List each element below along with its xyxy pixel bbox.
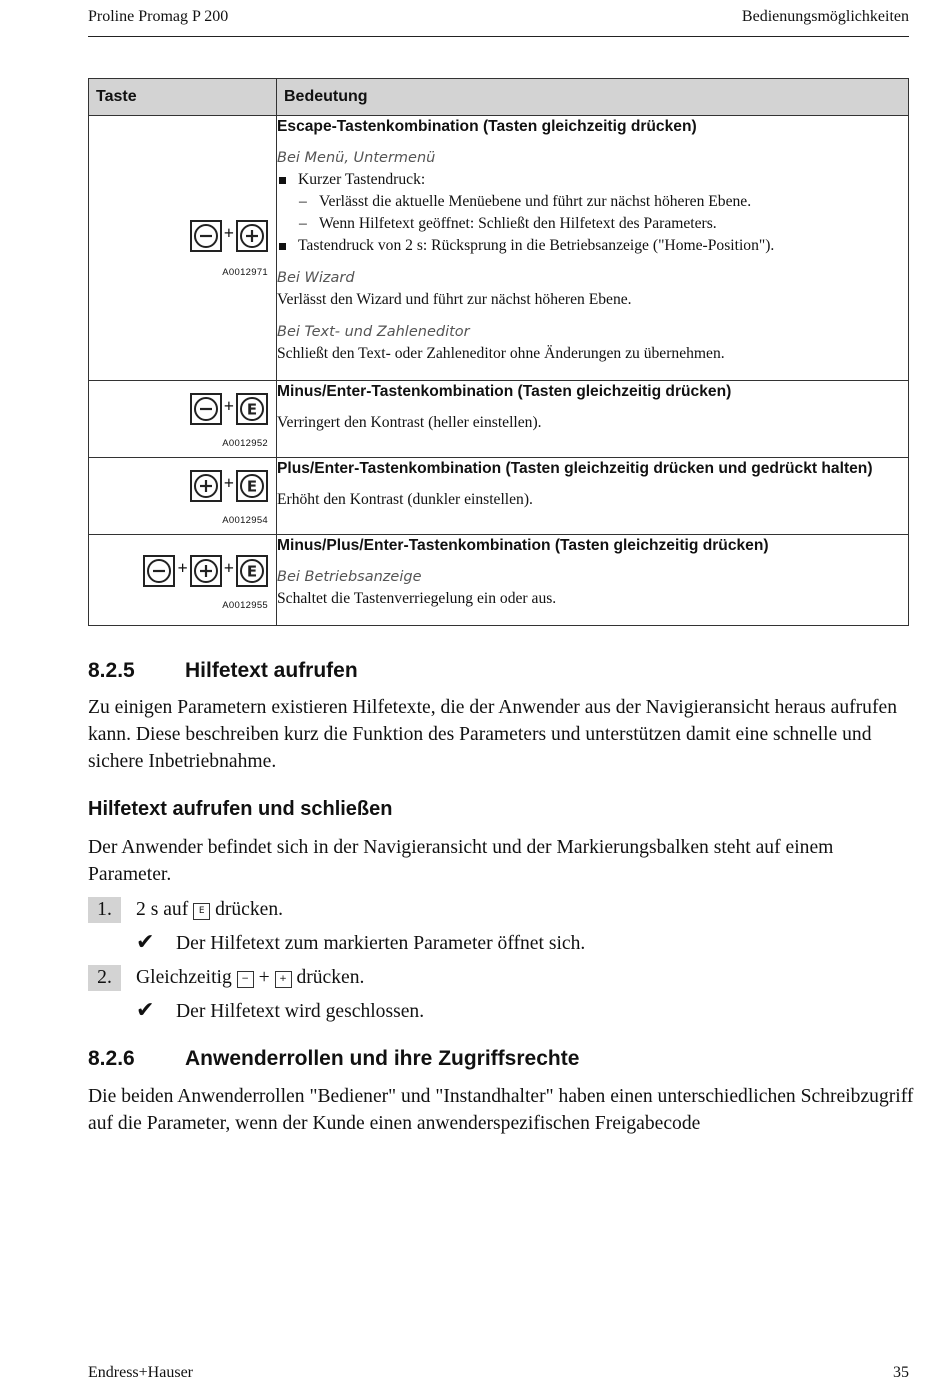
plus-sign: + <box>223 557 234 578</box>
key-combination-table <box>88 78 909 626</box>
key-cell <box>89 381 277 458</box>
key-group <box>190 470 268 502</box>
plus-key-icon <box>236 220 268 252</box>
step-text: Gleichzeitig − + + drücken. <box>136 967 365 988</box>
minus-key-icon <box>143 555 175 587</box>
plus-sign: + <box>223 395 234 416</box>
section-826-paragraph: Die beiden Anwenderrollen "Bediener" und "Instandhalter" haben einen unterschiedlichen Schreibzugriff auf die Parameter, wenn der Kunde einen anwenderspezifischen Freigabecode <box>88 1086 914 1134</box>
enter-key-icon: E <box>193 903 210 920</box>
svg-text:E: E <box>246 562 258 581</box>
row-title: Minus/Plus/Enter-Tastenkombination (Tasten gleichzeitig drücken) <box>277 537 769 554</box>
svg-text:E: E <box>246 400 258 419</box>
row-title: Escape-Tastenkombination (Tasten gleichzeitig drücken) <box>277 118 697 135</box>
figure-code: A0012954 <box>222 515 268 526</box>
meaning-cell <box>277 381 909 458</box>
page-number: 35 <box>893 1364 909 1381</box>
context-text: Verlässt den Wizard und führt zur nächst höheren Ebene. <box>277 291 632 308</box>
page-footer <box>88 1364 909 1382</box>
key-cell <box>89 535 277 626</box>
meaning-cell <box>277 535 909 626</box>
key-cell <box>89 458 277 535</box>
plus-sign: + <box>223 222 234 243</box>
row-text: Verringert den Kontrast (heller einstellen). <box>277 414 542 431</box>
step-number: 2. <box>88 965 121 991</box>
meaning-cell <box>277 458 909 535</box>
table-row <box>89 381 909 458</box>
context-label: Bei Text- und Zahleneditor <box>277 324 470 340</box>
key-group <box>143 555 268 587</box>
svg-text:E: E <box>246 477 258 496</box>
plus-key-icon: + <box>275 971 292 988</box>
checkmark-icon: ✔ <box>136 997 155 1022</box>
col-header-taste: Taste <box>89 79 277 116</box>
section-825-paragraph: Zu einigen Parametern existieren Hilfetexte, die der Anwender aus der Navigieransicht heraus aufrufen kann. Diese beschreiben kurz die Funktion des Parameters und unterstützen damit eine schnelle und sichere Inbetriebnahme. <box>88 697 897 772</box>
step-1-result: ✔ Der Hilfetext zum markierten Parameter öffnet sich. <box>136 929 586 954</box>
enter-key-icon <box>236 555 268 587</box>
enter-key-icon <box>236 393 268 425</box>
context-text: Schließt den Text- oder Zahleneditor ohne Änderungen zu übernehmen. <box>277 345 725 362</box>
row-text: Schaltet die Tastenverriegelung ein oder aus. <box>277 590 557 607</box>
enter-key-icon <box>236 470 268 502</box>
col-header-bedeutung: Bedeutung <box>277 79 909 116</box>
step-number: 1. <box>88 897 121 923</box>
key-group <box>190 393 268 425</box>
table-row <box>89 116 909 381</box>
key-cell <box>89 116 277 381</box>
context-label: Bei Betriebsanzeige <box>277 569 422 585</box>
figure-code: A0012952 <box>222 438 268 449</box>
meaning-cell <box>277 116 909 381</box>
minus-key-icon <box>190 393 222 425</box>
key-group <box>190 220 268 252</box>
row-title: Minus/Enter-Tastenkombination (Tasten gleichzeitig drücken) <box>277 383 732 400</box>
subsection-heading: Hilfetext aufrufen und schließen <box>88 798 393 820</box>
minus-key-icon: − <box>237 971 254 988</box>
plus-key-icon <box>190 470 222 502</box>
figure-code: A0012971 <box>222 267 268 278</box>
footer-company: Endress+Hauser <box>88 1364 193 1381</box>
row-title: Plus/Enter-Tastenkombination (Tasten gleichzeitig drücken und gedrückt halten) <box>277 460 873 477</box>
editor-block <box>277 321 908 365</box>
plus-key-icon <box>190 555 222 587</box>
plus-sign: + <box>177 557 188 578</box>
wizard-block <box>277 267 908 311</box>
plus-sign: + <box>223 472 234 493</box>
subsection-paragraph: Der Anwender befindet sich in der Navigieransicht und der Markierungsbalken steht auf einem Parameter. <box>88 837 834 885</box>
bullet-item: Kurzer Tastendruck: <box>277 169 908 191</box>
context-label: Bei Wizard <box>277 270 355 286</box>
bullet-item: Tastendruck von 2 s: Rücksprung in die Betriebsanzeige ("Home-Position"). <box>277 235 908 257</box>
section-heading-825: 8.2.5 Hilfetext aufrufen <box>88 659 358 682</box>
header-product: Proline Promag P 200 <box>88 8 229 25</box>
table-row <box>89 535 909 626</box>
page-header <box>88 8 909 37</box>
step-2-result: ✔ Der Hilfetext wird geschlossen. <box>136 997 425 1022</box>
table-header-row <box>89 79 909 116</box>
checkmark-icon: ✔ <box>136 929 155 954</box>
context-label: Bei Menü, Untermenü <box>277 150 436 166</box>
minus-key-icon <box>190 220 222 252</box>
section-heading-826: 8.2.6 Anwenderrollen und ihre Zugriffsrechte <box>88 1047 580 1070</box>
header-chapter: Bedienungsmöglichkeiten <box>741 8 909 25</box>
row-text: Erhöht den Kontrast (dunkler einstellen). <box>277 491 533 508</box>
step-text: 2 s auf E drücken. <box>136 899 284 920</box>
menu-block <box>277 147 908 257</box>
dash-item: – Verlässt die aktuelle Menüebene und führt zur nächst höheren Ebene. <box>299 193 752 210</box>
dash-item: – Wenn Hilfetext geöffnet: Schließt den Hilfetext des Parameters. <box>299 215 717 232</box>
figure-code: A0012955 <box>222 600 268 611</box>
table-row <box>89 458 909 535</box>
